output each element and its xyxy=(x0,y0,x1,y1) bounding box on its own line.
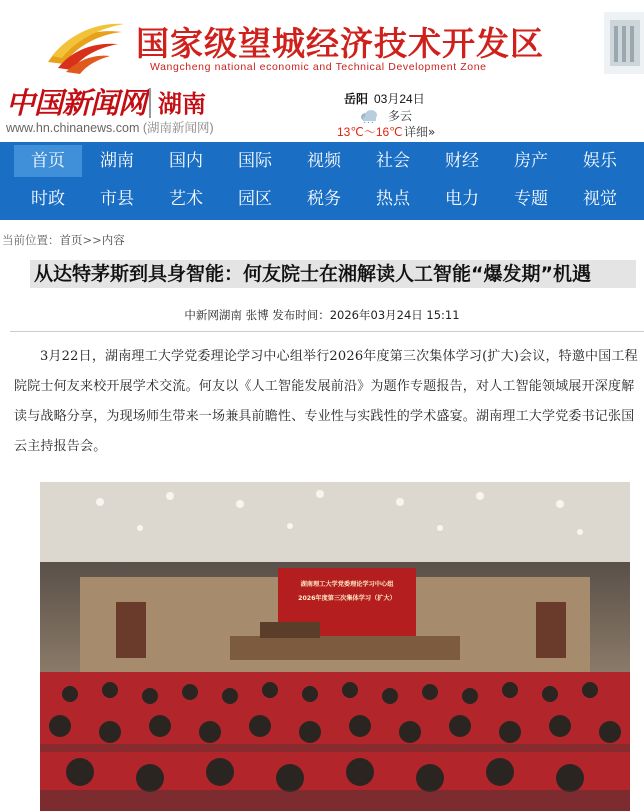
nav-item-society[interactable]: 社会 xyxy=(376,151,410,171)
weather-detail-link[interactable]: 详细» xyxy=(404,125,436,139)
breadcrumb-separator: >> xyxy=(82,233,102,247)
article-title: 从达特茅斯到具身智能：何友院士在湘解读人工智能“爆发期”机遇 xyxy=(30,260,636,288)
development-zone-logo-icon xyxy=(44,18,126,74)
nav-item-tax[interactable]: 税务 xyxy=(307,189,341,209)
breadcrumb-current-link[interactable]: 内容 xyxy=(101,233,125,247)
nav-item-entertainment[interactable]: 娱乐 xyxy=(583,151,617,171)
nav-item-international[interactable]: 国际 xyxy=(238,151,272,171)
banner-ad[interactable] xyxy=(0,0,644,80)
banner-title: 国家级望城经济技术开发区 xyxy=(136,24,544,63)
weather-widget xyxy=(330,90,470,140)
article-divider xyxy=(10,331,644,332)
site-region-name[interactable]: 湖南 xyxy=(158,90,206,118)
nav-item-hunan[interactable]: 湖南 xyxy=(100,151,134,171)
breadcrumb xyxy=(2,232,125,248)
nav-item-special[interactable]: 专题 xyxy=(514,189,548,209)
nav-item-realestate[interactable]: 房产 xyxy=(514,151,548,171)
article-photo[interactable] xyxy=(40,482,630,811)
site-url xyxy=(6,118,214,136)
nav-row-2 xyxy=(14,180,644,218)
site-url-cn: (湖南新闻网) xyxy=(142,121,214,135)
nav-item-visual[interactable]: 视觉 xyxy=(583,189,617,209)
breadcrumb-home-link[interactable]: 首页 xyxy=(59,233,83,247)
nav-item-politics[interactable]: 时政 xyxy=(31,189,65,209)
breadcrumb-prefix: 当前位置： xyxy=(2,233,60,247)
nav-row-1 xyxy=(14,142,644,180)
cloudy-icon xyxy=(360,109,378,123)
logo-divider xyxy=(149,88,151,118)
nav-item-arts[interactable]: 艺术 xyxy=(169,189,203,209)
weather-condition: 多云 xyxy=(388,109,413,123)
article-meta: 中新网湖南 张博 发布时间：2026年03月24日 15:11 xyxy=(184,308,460,322)
article-body: 3月22日，湖南理工大学党委理论学习中心组举行2026年度第三次集体学习(扩大)会议，特邀中国工程院院士何友来校开展学术交流。何友以《人工智能发展前沿》为题作专题报告，对人工智能领域展开深度解读与战略分享，为现场师生带来一场兼具前瞻性、专业性与实践性的学术盛宴。湖南理工大学党委书记张国云主持报告会。 xyxy=(14,349,638,454)
weather-city: 岳阳 xyxy=(344,92,369,106)
nav-item-domestic[interactable]: 国内 xyxy=(169,151,203,171)
screen-text-line2: 2026年度第三次集体学习（扩大） xyxy=(298,595,396,602)
nav-item-hot[interactable]: 热点 xyxy=(376,189,410,209)
site-logo[interactable]: 中国新闻网 xyxy=(6,86,147,120)
nav-item-video[interactable]: 视频 xyxy=(307,151,341,171)
nav-item-power[interactable]: 电力 xyxy=(445,189,479,209)
main-nav xyxy=(0,142,644,220)
nav-item-cities[interactable]: 市县 xyxy=(100,189,134,209)
weather-date: 03月24日 xyxy=(374,92,425,106)
weather-temperature: 13℃～16℃ xyxy=(337,125,403,139)
site-header xyxy=(0,80,644,142)
banner-subtitle: Wangcheng national economic and Technical Development Zone xyxy=(150,61,487,73)
screen-text-line1: 湖南理工大学党委理论学习中心组 xyxy=(300,581,394,588)
banner-right-graphic xyxy=(604,12,644,74)
nav-item-parks[interactable]: 园区 xyxy=(238,189,272,209)
nav-item-finance[interactable]: 财经 xyxy=(445,151,479,171)
site-url-domain: www.hn.chinanews.com xyxy=(6,121,140,135)
nav-item-home[interactable]: 首页 xyxy=(14,145,82,177)
